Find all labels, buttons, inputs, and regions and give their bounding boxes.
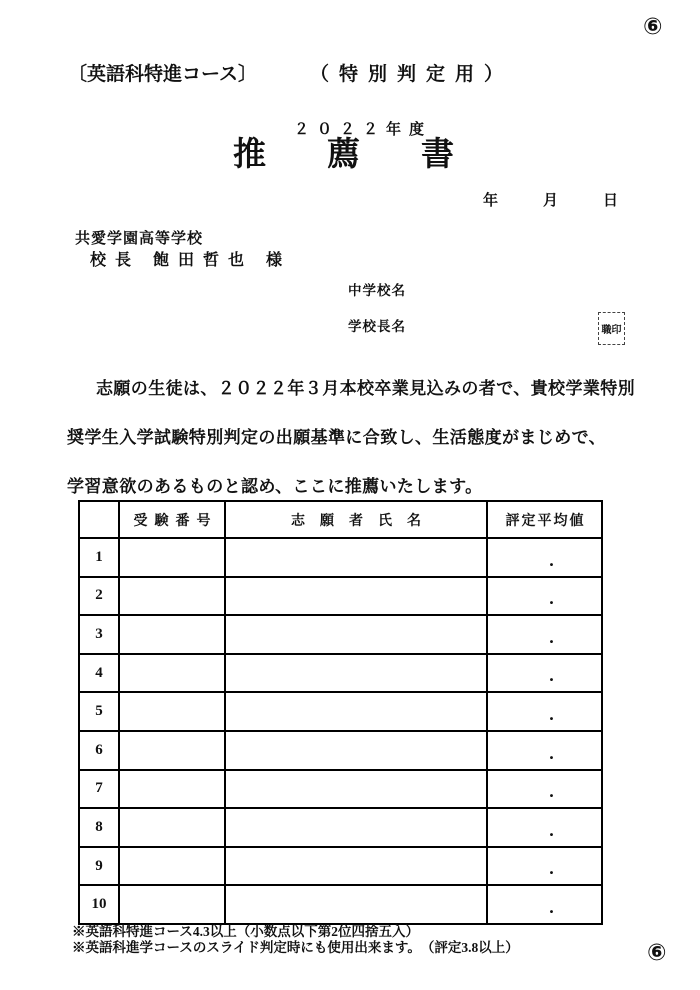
applicant-name-header: 志願者氏名: [225, 501, 487, 538]
table-row: [79, 654, 602, 693]
grade-average-cell: [487, 731, 602, 770]
applicant-table: [78, 500, 603, 925]
grade-average-cell: [487, 770, 602, 809]
row-number-cell: 7: [79, 770, 119, 809]
page-number-badge-top: ⑥: [643, 14, 663, 40]
page-number-badge-bottom: ⑥: [647, 940, 667, 966]
grade-average-cell: [487, 885, 602, 924]
blank-header-cell: [79, 501, 119, 538]
grade-average-cell: [487, 808, 602, 847]
grade-average-cell: [487, 847, 602, 886]
table-row: [79, 808, 602, 847]
school-year-label: ２０２２年度: [294, 122, 433, 138]
footnote-1: ※英語科特進コース4.3以上（小数点以下第2位四捨五入）: [72, 924, 419, 939]
row-number-cell: 4: [79, 654, 119, 693]
exam-number-cell: [119, 654, 225, 693]
table-row: [79, 731, 602, 770]
applicant-name-cell: [225, 654, 487, 693]
decimal-point: .: [549, 781, 554, 802]
table-row: [79, 538, 602, 577]
document-title: 推薦書: [233, 137, 515, 173]
grade-average-cell: [487, 654, 602, 693]
row-number-cell: 2: [79, 577, 119, 616]
grade-average-cell: [487, 577, 602, 616]
junior-high-school-name-label: 中学校名: [348, 283, 406, 298]
footnote-2: ※英語科進学コースのスライド判定時にも使用出来ます。 （評定3.8以上）: [72, 940, 519, 955]
exam-number-cell: [119, 885, 225, 924]
recommendation-paragraph: [67, 364, 635, 511]
exam-number-cell: [119, 808, 225, 847]
row-number-cell: 1: [79, 538, 119, 577]
row-number-cell: 3: [79, 615, 119, 654]
grade-average-cell: [487, 692, 602, 731]
exam-number-cell: [119, 692, 225, 731]
decimal-point: .: [549, 742, 554, 763]
table-row: [79, 885, 602, 924]
exam-number-cell: [119, 615, 225, 654]
row-number-cell: 5: [79, 692, 119, 731]
applicant-name-cell: [225, 731, 487, 770]
table-row: [79, 692, 602, 731]
addressee-school-name: 共愛学園高等学校: [75, 231, 204, 247]
exam-number-cell: [119, 731, 225, 770]
grade-average-cell: [487, 615, 602, 654]
applicant-name-cell: [225, 847, 487, 886]
applicant-name-cell: [225, 692, 487, 731]
table-body: [79, 538, 602, 924]
table-row: [79, 577, 602, 616]
applicant-name-cell: [225, 808, 487, 847]
exam-number-cell: [119, 847, 225, 886]
applicant-name-cell: [225, 885, 487, 924]
row-number-cell: 10: [79, 885, 119, 924]
addressee-principal-name: 校長 飽田哲也 様: [90, 252, 292, 269]
decimal-point: .: [549, 703, 554, 724]
exam-number-header: 受験番号: [119, 501, 225, 538]
paragraph-line-2: 奨学生入学試験特別判定の出願基準に合致し、生活態度がまじめで、: [67, 428, 607, 447]
decimal-point: .: [549, 897, 554, 917]
official-seal-box: [598, 312, 625, 345]
table-row: [79, 615, 602, 654]
grade-average-cell: [487, 538, 602, 577]
purpose-label: （特別判定用）: [310, 64, 514, 85]
applicant-name-cell: [225, 538, 487, 577]
decimal-point: .: [549, 549, 554, 570]
table-row: [79, 847, 602, 886]
decimal-point: .: [549, 665, 554, 686]
paragraph-line-1: 志願の生徒は、２０２２年３月本校卒業見込みの者で、貴校学業特別: [96, 379, 636, 398]
decimal-point: .: [549, 626, 554, 647]
table-row: [79, 770, 602, 809]
seal-label: 職印: [601, 325, 622, 336]
school-principal-name-label: 学校長名: [348, 319, 406, 334]
applicant-name-cell: [225, 577, 487, 616]
exam-number-cell: [119, 577, 225, 616]
grade-average-header: 評定平均値: [487, 501, 602, 538]
decimal-point: .: [549, 588, 554, 609]
row-number-cell: 6: [79, 731, 119, 770]
row-number-cell: 9: [79, 847, 119, 886]
row-number-cell: 8: [79, 808, 119, 847]
applicant-name-cell: [225, 770, 487, 809]
decimal-point: .: [549, 819, 554, 840]
decimal-point: .: [549, 858, 554, 879]
exam-number-cell: [119, 538, 225, 577]
date-line: 年 月 日: [483, 193, 619, 209]
exam-number-cell: [119, 770, 225, 809]
table-header-row: [79, 501, 602, 538]
course-label: 〔英語科特進コース〕: [68, 64, 258, 85]
applicant-name-cell: [225, 615, 487, 654]
paragraph-line-3: 学習意欲のあるものと認め、ここに推薦いたします。: [67, 477, 483, 496]
